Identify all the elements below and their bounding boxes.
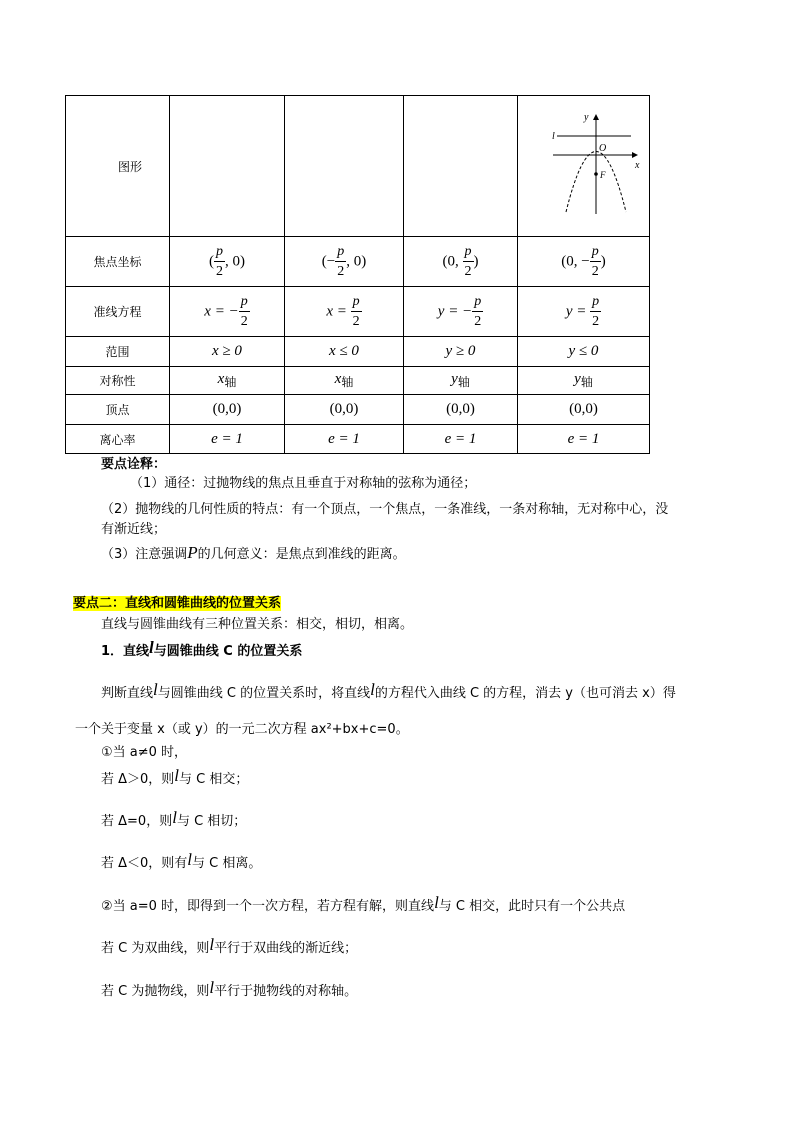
table-row bbox=[66, 367, 650, 395]
case-2b: 若 C 为抛物线，则l平行于抛物线的对称轴。 bbox=[101, 978, 358, 999]
case-1b: 若 Δ=0，则l与 C 相切； bbox=[101, 808, 247, 829]
notes-heading: 要点诠释： bbox=[101, 457, 167, 472]
row-label-directrix: 准线方程 bbox=[66, 287, 170, 337]
directrix-cell-1: x = − $\frac{p}{2}$ bbox=[170, 287, 285, 337]
eccentricity-cell-1: e = 1 bbox=[170, 425, 285, 454]
focus-cell-3: (0, $\frac{p}{2}$ ) bbox=[404, 237, 518, 287]
section-2-intro: 直线与圆锥曲线有三种位置关系：相交，相切，相离。 bbox=[101, 617, 414, 632]
eccentricity-cell-4: e = 1 bbox=[518, 425, 650, 454]
symmetry-cell-2: x轴 bbox=[285, 367, 404, 395]
directrix-cell-2: x = $\frac{p}{2}$ bbox=[285, 287, 404, 337]
graph-x-label: x bbox=[634, 160, 639, 171]
row-label-focus: 焦点坐标 bbox=[66, 237, 170, 287]
note-2-line-2: 有渐近线； bbox=[101, 522, 167, 537]
row-label-eccentricity: 离心率 bbox=[66, 425, 170, 454]
graph-o-label: O bbox=[598, 143, 606, 154]
table-row bbox=[66, 96, 650, 237]
focus-cell-1: ( $\frac{p}{2}$ , 0) bbox=[170, 237, 285, 287]
vertex-cell-2: (0,0) bbox=[285, 395, 404, 425]
case-1a: 若 Δ＞0，则l与 C 相交； bbox=[101, 766, 249, 787]
note-1: （1）通径：过抛物线的焦点且垂直于对称轴的弦称为通径； bbox=[130, 476, 477, 491]
parabola-properties-table bbox=[65, 95, 650, 454]
graph-cell-1 bbox=[170, 96, 285, 237]
table-row bbox=[66, 287, 650, 337]
note-2-line-1: （2）抛物线的几何性质的特点：有一个顶点，一个焦点，一条准线，一条对称轴，无对称中心，没 bbox=[101, 502, 669, 517]
symmetry-cell-3: y轴 bbox=[404, 367, 518, 395]
vertex-cell-3: (0,0) bbox=[404, 395, 518, 425]
focus-cell-2: (− $\frac{p}{2}$ , 0) bbox=[285, 237, 404, 287]
table-row bbox=[66, 395, 650, 425]
graph-cell-2 bbox=[285, 96, 404, 237]
row-label-graph: 图形 bbox=[66, 96, 170, 237]
eccentricity-cell-3: e = 1 bbox=[404, 425, 518, 454]
graph-l-label: l bbox=[551, 131, 555, 142]
table-row bbox=[66, 237, 650, 287]
paragraph-1: 判断直线l与圆锥曲线 C 的位置关系时，将直线l的方程代入曲线 C 的方程，消去 y（也可消去 x）得 bbox=[101, 680, 676, 701]
case-2a: 若 C 为双曲线，则l平行于双曲线的渐近线； bbox=[101, 935, 358, 956]
row-label-symmetry: 对称性 bbox=[66, 367, 170, 395]
range-cell-2: x ≤ 0 bbox=[285, 337, 404, 367]
table-row bbox=[66, 425, 650, 454]
section-2-title: 要点二：直线和圆锥曲线的位置关系 bbox=[73, 596, 282, 611]
parabola-down-graph bbox=[519, 106, 649, 226]
symmetry-cell-4: y轴 bbox=[518, 367, 650, 395]
case-1c: 若 Δ＜0，则有l与 C 相离。 bbox=[101, 850, 262, 871]
case-1: ①当 a≠0 时， bbox=[101, 745, 188, 760]
graph-cell-4 bbox=[518, 96, 650, 237]
range-cell-3: y ≥ 0 bbox=[404, 337, 518, 367]
row-label-range: 范围 bbox=[66, 337, 170, 367]
table-row bbox=[66, 337, 650, 367]
eccentricity-cell-2: e = 1 bbox=[285, 425, 404, 454]
focus-cell-4: (0, − $\frac{p}{2}$ ) bbox=[518, 237, 650, 287]
symmetry-cell-1: x轴 bbox=[170, 367, 285, 395]
case-2: ②当 a=0 时，即得到一个一次方程，若方程有解，则直线l与 C 相交，此时只有一个公共点 bbox=[101, 893, 626, 914]
paragraph-2: 一个关于变量 x（或 y）的一元二次方程 ax²+bx+c=0。 bbox=[75, 722, 409, 737]
vertex-cell-4: (0,0) bbox=[518, 395, 650, 425]
note-3: （3）注意强调P的几何意义：是焦点到准线的距离。 bbox=[101, 543, 406, 562]
range-cell-4: y ≤ 0 bbox=[518, 337, 650, 367]
graph-y-label: y bbox=[583, 112, 588, 123]
range-cell-1: x ≥ 0 bbox=[170, 337, 285, 367]
directrix-cell-3: y = − $\frac{p}{2}$ bbox=[404, 287, 518, 337]
vertex-cell-1: (0,0) bbox=[170, 395, 285, 425]
subsection-1-title: 1．直线l与圆锥曲线 C 的位置关系 bbox=[101, 638, 303, 659]
graph-cell-3 bbox=[404, 96, 518, 237]
directrix-cell-4: y = $\frac{p}{2}$ bbox=[518, 287, 650, 337]
row-label-vertex: 顶点 bbox=[66, 395, 170, 425]
graph-f-label: F bbox=[599, 170, 605, 180]
